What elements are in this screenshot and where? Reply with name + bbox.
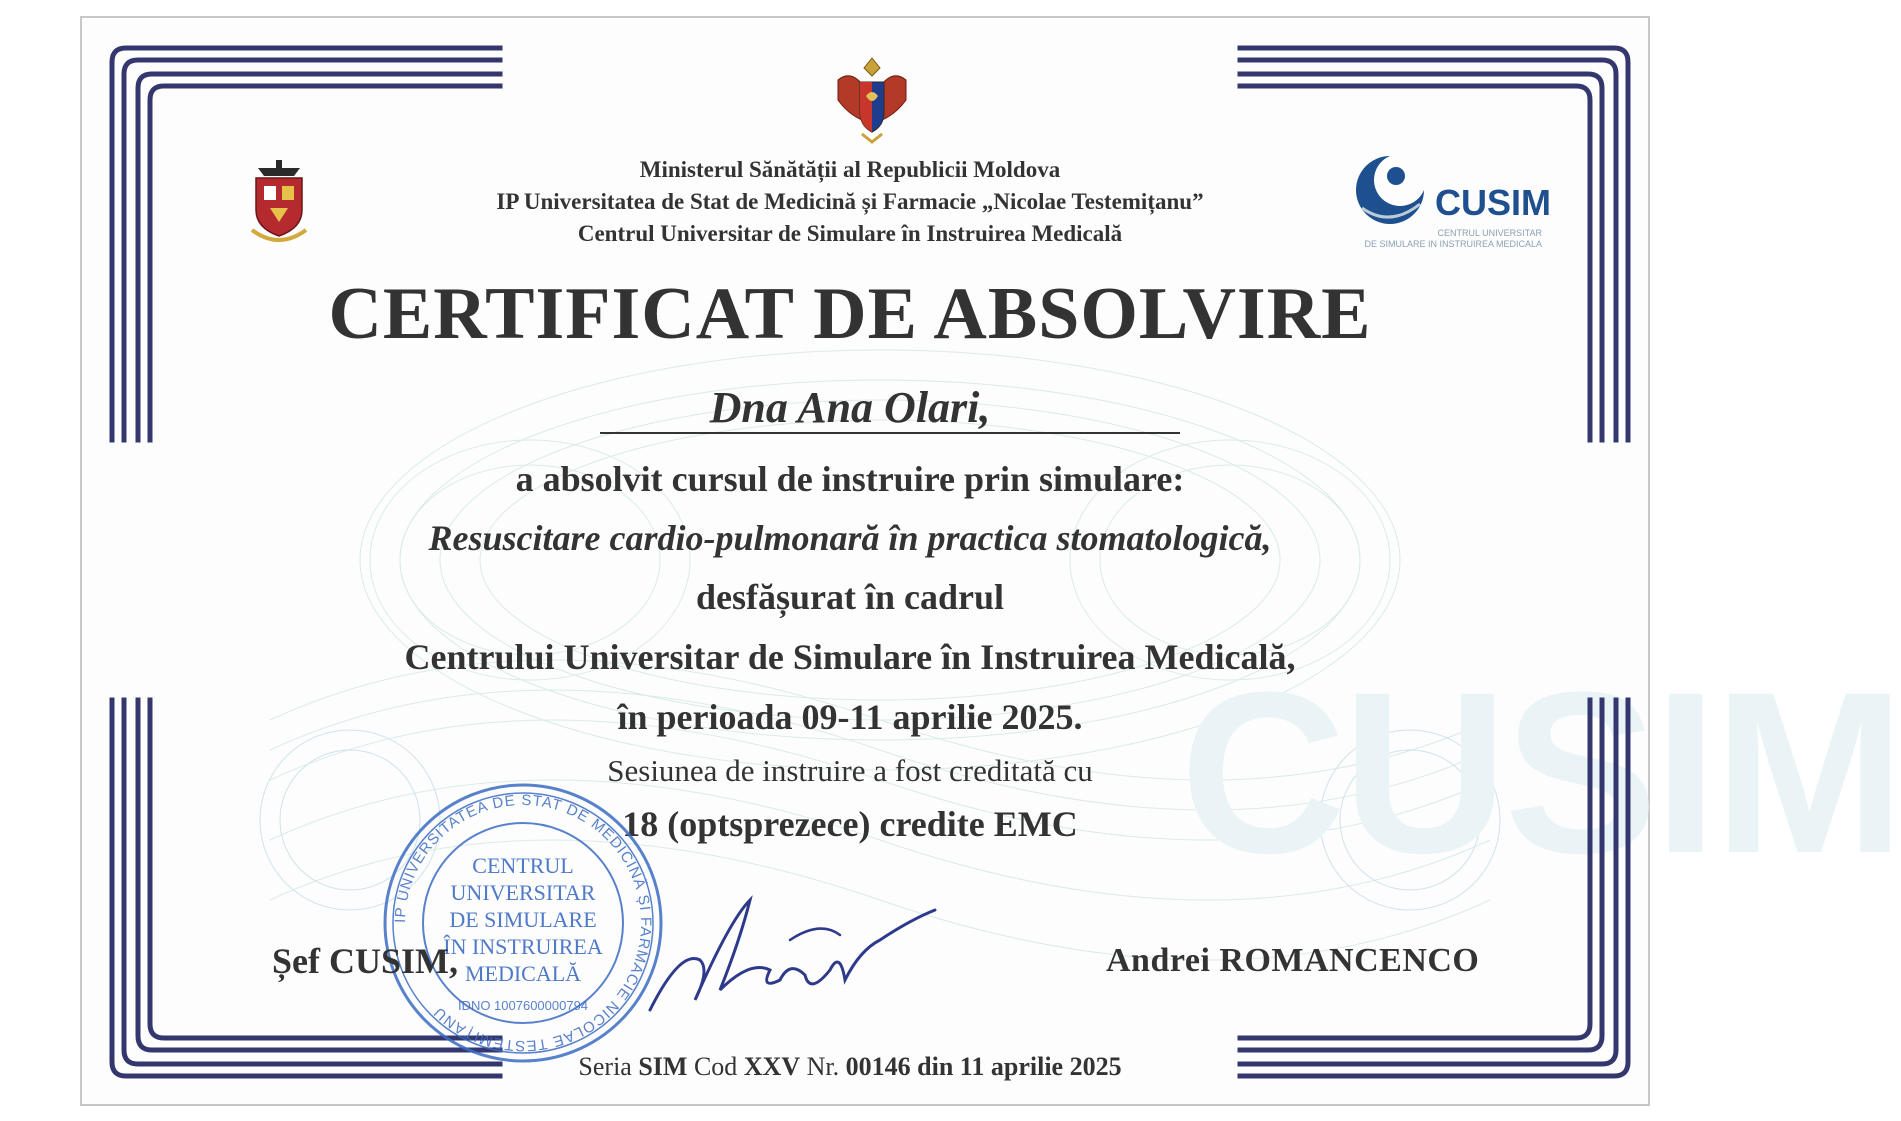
body-line-held: desfășurat în cadrul	[695, 577, 1005, 617]
cusim-subtitle-line2: DE SIMULARE IN INSTRUIREA MEDICALA	[1364, 239, 1542, 249]
stamp-line5: MEDICALĂ	[464, 961, 582, 986]
stamp-line3: DE SIMULARE	[449, 907, 597, 932]
stamp-ring-text: IP UNIVERSITATEA DE STAT DE MEDICINĂ ȘI FARMACIE NICOLAE TESTEMIȚANU	[391, 791, 655, 1055]
serial-seria-label: Seria	[578, 1052, 632, 1081]
serial-cod-value: XXV	[743, 1052, 801, 1081]
body-line-center: Centrului Universitar de Simulare în Instruirea Medicală,	[404, 637, 1296, 677]
credit-value: 18 (optsprezece) credite EMC	[622, 804, 1078, 844]
credit-text: Sesiunea de instruire a fost creditată cu	[607, 753, 1093, 788]
header-ministry: Ministerul Sănătății al Republicii Moldova	[639, 157, 1061, 182]
handwritten-signature	[640, 880, 940, 1030]
stamp-line1: CENTRUL	[472, 853, 574, 878]
header-center: Centrul Universitar de Simulare în Instruirea Medicală	[577, 221, 1123, 246]
recipient-underline	[600, 432, 1180, 434]
stamp-line2: UNIVERSITAR	[450, 880, 596, 905]
certificate-serial	[0, 1052, 1700, 1082]
serial-cod-label: Cod	[693, 1052, 738, 1081]
stamp-line4: ÎN INSTRUIREA	[443, 934, 603, 959]
header-university: IP Universitatea de Stat de Medicină și Farmacie „Nicolae Testemițanu”	[496, 189, 1204, 214]
cusim-watermark: CUSIM	[1180, 644, 1901, 901]
serial-nr-label: Nr.	[806, 1052, 840, 1081]
serial-seria-value: SIM	[638, 1052, 688, 1081]
signature-title: Șef CUSIM,	[272, 941, 458, 981]
course-period: în perioada 09-11 aprilie 2025.	[617, 697, 1083, 737]
cusim-subtitle-line1: CENTRUL UNIVERSITAR	[1437, 228, 1542, 238]
stamp-code: IDNO 1007600000794	[457, 998, 589, 1013]
signatory-name: Andrei ROMANCENCO	[1106, 942, 1480, 979]
body-line-completed: a absolvit cursul de instruire prin simulare:	[515, 459, 1185, 499]
moldova-coat-of-arms-icon	[832, 50, 912, 145]
official-stamp	[378, 778, 668, 1068]
certificate-title: CERTIFICAT DE ABSOLVIRE	[328, 273, 1372, 355]
serial-nr-value: 00146 din 11 aprilie 2025	[845, 1052, 1122, 1081]
recipient-name: Dna Ana Olari,	[709, 383, 991, 432]
course-name: Resuscitare cardio-pulmonară în practica stomatologică,	[428, 518, 1272, 558]
cusim-logo-text: CUSIM	[1435, 182, 1551, 223]
